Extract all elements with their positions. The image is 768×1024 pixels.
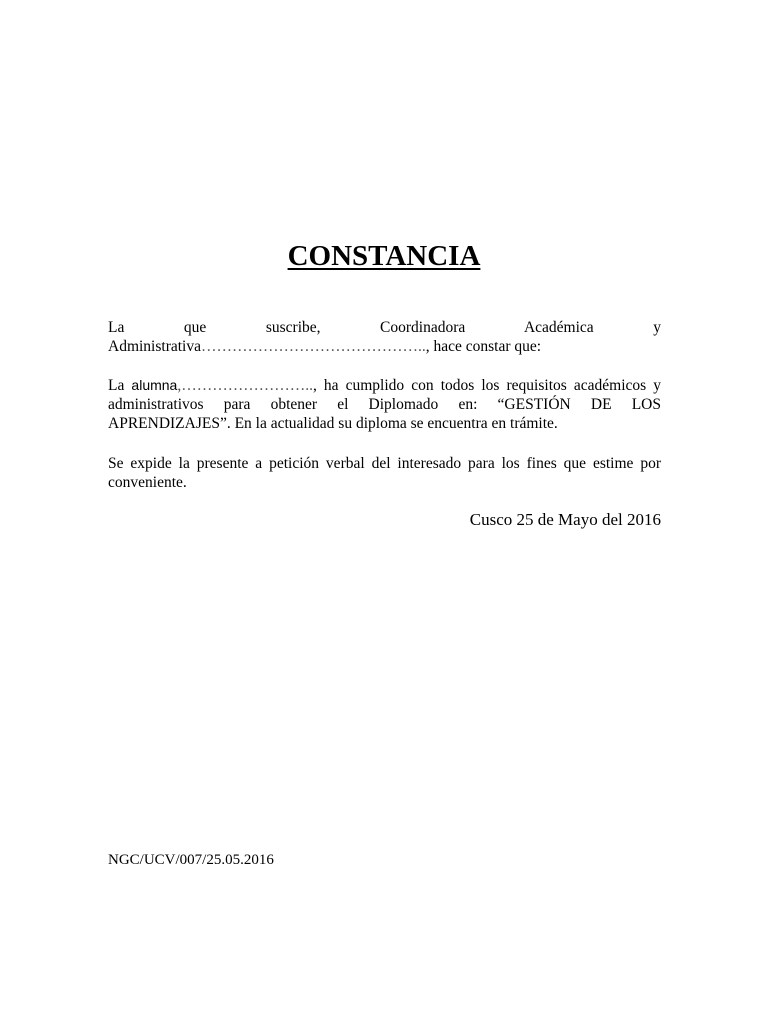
paragraph-closing-line-2: conveniente. [108,474,187,491]
paragraph-intro [108,318,661,356]
paragraph-student-line-3: APRENDIZAJES”. En la actualidad su diploma se encuentra en trámite. [108,415,558,432]
paragraph-intro-line-2 [108,337,661,356]
student-rest: , ha cumplido con todos los requisitos académicos y [312,377,661,394]
document-title: CONSTANCIA [287,240,481,272]
intro-rest: , hace constar que: [425,338,542,355]
student-blank-dots: ,…………………….. [177,377,313,394]
blank-dots: …………………………………….. [201,338,426,355]
issue-date: Cusco 25 de Mayo del 2016 [469,510,661,529]
paragraph-intro-line-1: La que suscribe, Coordinadora Académica y [108,319,661,336]
student-word: alumna [131,377,178,393]
paragraph-student-line-1 [108,376,661,395]
paragraph-student-line-2: administrativos para obtener el Diplomado en: “GESTIÓN DE LOS [108,396,661,413]
paragraph-student [108,376,661,433]
reference-code: NGC/UCV/007/25.05.2016 [108,852,274,868]
paragraph-closing-line-1: Se expide la presente a petición verbal del interesado para los fines que estime por [108,455,661,472]
position-word: Administrativa [108,338,201,355]
student-prefix: La [108,377,132,394]
paragraph-closing [108,454,661,492]
